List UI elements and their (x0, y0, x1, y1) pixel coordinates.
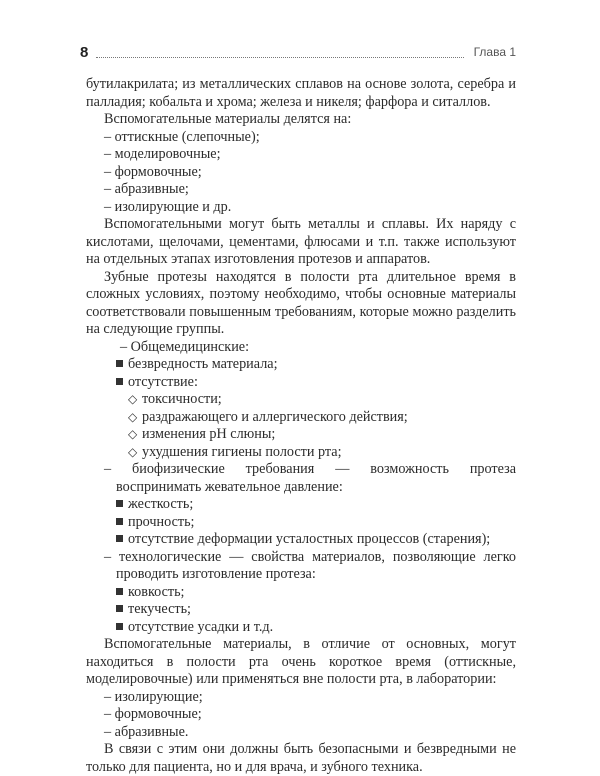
page-number: 8 (80, 44, 89, 61)
sub-item: ◇ раздражающего и аллергического действия; (128, 408, 408, 425)
group-general-label: – Общемедицинские: (120, 338, 250, 355)
paragraph-1: бутилакрилата; из металлических сплавов на основе золота, серебра и палладия; кобальта и хрома; железа и никеля; фарфора и ситаллов. (86, 76, 516, 110)
square-bullet-icon (116, 535, 123, 542)
square-bullet-icon (116, 518, 123, 525)
diamond-bullet-icon: ◇ (128, 444, 138, 459)
paragraph-5: Вспомогательные материалы, в отличие от основных, могут находиться в полости рта очень короткое время (оттискные, моделировочные) или применяться вне полости рта, в лаборатории: (86, 636, 516, 687)
bullet-item: безвредность материала; (86, 356, 516, 374)
bullet-item: ковкость; (86, 584, 516, 602)
square-bullet-icon (116, 588, 123, 595)
paragraph-3: Вспомогательными могут быть металлы и сплавы. Их наряду с кислотами, щелочами, цементами, флюсами и т.п. также используют на отдельных этапах изготовления протезов и аппаратов. (86, 216, 516, 267)
header-divider (96, 57, 464, 58)
paragraph-2: Вспомогательные материалы делятся на: (104, 111, 352, 127)
square-bullet-icon (116, 500, 123, 507)
square-bullet-icon (116, 605, 123, 612)
bullet-item: отсутствие усадки и т.д. (86, 619, 516, 637)
sub-item: ◇ изменения pH слюны; (128, 426, 276, 442)
bullet-item: жесткость; (86, 496, 516, 514)
diamond-bullet-icon: ◇ (128, 392, 138, 406)
page-body (86, 76, 516, 776)
bullet-item: отсутствие: (86, 374, 516, 392)
list-item: – абразивные; (104, 181, 189, 197)
page-header (80, 44, 516, 66)
list-item: – изолирующие и др. (104, 198, 232, 215)
square-bullet-icon (116, 378, 123, 385)
group-technological-label: – технологические — свойства материалов, позволяющие легко проводить изготовление протеза: (104, 548, 516, 582)
list-item: – моделировочные; (104, 146, 221, 162)
sub-item: ◇ токсичности; (128, 391, 222, 407)
chapter-title: Глава 1 (473, 45, 516, 59)
square-bullet-icon (116, 360, 123, 367)
bullet-item: текучесть; (86, 601, 516, 619)
bullet-item: прочность; (86, 514, 516, 532)
diamond-bullet-icon: ◇ (128, 409, 138, 424)
list-item: – абразивные. (104, 723, 189, 740)
paragraph-4: Зубные протезы находятся в полости рта длительное время в сложных условиях, поэтому необходимо, чтобы основные материалы соответствовали повышенным требованиям, которые можно разделить на следующие группы. (86, 268, 516, 337)
list-item: – формовочные; (104, 163, 202, 180)
square-bullet-icon (116, 623, 123, 630)
group-biophysical-label: – биофизические требования — возможность протеза воспринимать жевательное давление: (104, 461, 516, 495)
sub-item: ◇ ухудшения гигиены полости рта; (128, 443, 342, 460)
list-item: – формовочные; (104, 706, 202, 722)
diamond-bullet-icon: ◇ (128, 427, 138, 441)
paragraph-6: В связи с этим они должны быть безопасными и безвредными не только для пациента, но и для врача, и зубного техника. (86, 741, 516, 775)
list-item: – изолирующие; (104, 688, 203, 705)
list-item: – оттискные (слепочные); (104, 128, 260, 145)
bullet-item: отсутствие деформации усталостных процессов (старения); (86, 531, 516, 549)
